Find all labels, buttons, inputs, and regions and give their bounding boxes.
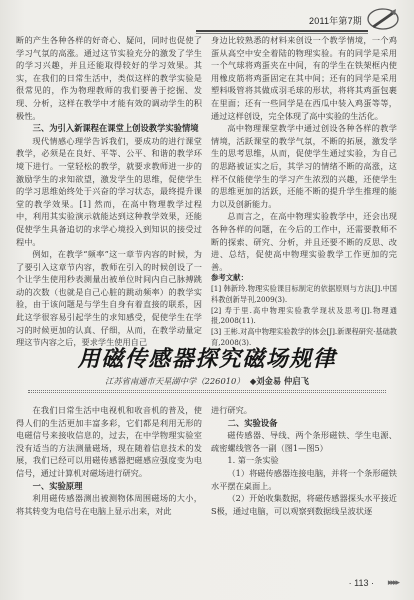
references-title: 参考文献：: [211, 273, 248, 283]
byline-rule: [28, 390, 386, 393]
page-number: · 113 ·: [348, 578, 374, 588]
section-heading: 三、为引入新课程在课堂上创设教学实验情境: [32, 123, 199, 134]
paragraph: 现代情感心理学告诉我们，要成功的进行课堂教学，必须是在良好、平等、公平、和谐的教学环境下进行。一堂轻松的教学，就要求教师进一步的激励学生的求知欲望，激发学生的思维，促使学生的学习思维始终处于兴奋的学习状态，最终提升课堂的教学效果。[1] 然而，在高中物理教学过程中，利用其实验演示就能达到这种教学效果，还能促使学生具备追切的求学心境投入到知识的接受过程中。: [16, 135, 202, 247]
paragraph: 总而言之，在高中物理实验教学中，还会出现各种各样的问题，在今后的工作中，还需要教师不断的探索、研究、分析，并且还要不断的反思、改进、总结，促使高中物理实验教学工作更加的完善。: [211, 211, 397, 272]
article-title: 用磁传感器探究磁场规律: [77, 347, 337, 372]
previous-article-right-column: [211, 34, 397, 348]
paragraph: 磁传感器、导线、两个条形磁铁、学生电源、疏密螺线管各一副（图1—图5）: [211, 430, 397, 453]
paragraph: 身边比较熟悉的材料来创设一个教学情境，一个鸡蛋从高空中安全着陆的物理实验。有的同学是采用一个气球将鸡蛋夹在中间，有的学生在铁架框内使用橡皮筋将鸡蛋固定在其中间；还有的同学是采用塑料吸管将其做成羽毛球的形状，将将其鸡蛋包裹在里面；还有一些同学是在西瓜中装入鸡蛋等等，通过这样创设，完全体现了高中实验的生活化。: [211, 35, 397, 121]
issue-label: 2011年第7期: [309, 16, 362, 26]
article-left-column: [16, 404, 202, 580]
article-title-block: [16, 342, 398, 400]
authors: ◆刘金易 仲启飞: [249, 376, 309, 386]
section-heading: 一、实验原理: [32, 480, 83, 491]
paragraph: 在我们日常生活中电视机和收音机的普及，使得人们的生活更加丰富多彩，它们都是利用无形的电磁信号来接收信息的，过去，在中学物理实验室没有适当的方法测量磁场，现在随着信息技术的发展，我们已经可以用磁传感器把磁感应强度变为电信号，通过计算机对磁场进行研究。: [16, 405, 202, 478]
article-right-column: [211, 404, 397, 580]
reference-item: [1] 韩新玲.物理实验课目标制定的依据原则与方法[J].中国科教创新导刊,2009(3).: [211, 284, 397, 304]
paragraph: 高中物理课堂教学中通过创设各种各样的教学情境，活跃课堂的教学气氛，不断的拓展，激发学生的思考思维，从而，促使学生通过实验，为自己的思路被证实之后，其学习的情绪不断的高涨，这样不仅能使学生的学习产生浓烈的兴趣，还使学生的思维更加的活跃，还能不断的提升学生推理的能力以及创新能力。: [211, 123, 397, 209]
paragraph: （2）开始收集数据，将磁传感器探头水平接近S极，通过电脑，可以观察到数据线呈波状逐: [211, 493, 397, 516]
paragraph: （1）将磁传感器连接电脑，并将一个条形磁铁水平摆在桌面上。: [211, 467, 397, 491]
previous-article-left-column: [16, 34, 202, 348]
pen-nib-icon: [366, 6, 400, 32]
paragraph: 进行研究。: [211, 405, 252, 415]
paragraph: 断的产生各种各样的好奇心、疑问，同时也促使了学习气氛的高涨。通过这节实验充分的激发了学生的学习兴趣，并且还能取得较好的学习效果。其实，在我们的日常生活中，类似这样的教学实验是很常见的，作为物理教师的我们要善于挖掘、发现、分析，这样在教学中才能有效的调动学生的积极性。: [16, 35, 202, 121]
paragraph: 例如，在教学“频率”这一章节内容的时候，为了要引入这章节内容，教师在引入的时候创设了一个让学生使用秒表测量出被单位时间内自己脉搏跳动的次数（也就是自己心脏的跳动频率）的教学实验，由于该问题是与学生自身有着直接的联系，因此这学很容易引起学生的求知感受，促使学生在学习的时候更加的认真、仔细，从而，在教学动量定理这节内容之后，要求学生使用自己: [16, 249, 202, 348]
byline: [16, 375, 398, 387]
reference-item: [2] 寿于里.高中物理实验教学现状及思考[J].物理通报,2008(11).: [211, 305, 397, 326]
arrow-icon: ▸▸▸▸: [387, 578, 398, 588]
affiliation: 江苏省南通市天星湖中学（226010）: [105, 376, 245, 386]
reference-item: [3] 王彬.对高中物理实验教学的体会[J].新课程研究·基础教育,2008(3).: [211, 327, 397, 348]
references: [211, 273, 397, 349]
paragraph: 利用磁传感器测出被测物体周围磁场的大小，将其转变为电信号在电脑上显示出来，对此: [16, 493, 202, 516]
subsection-heading: 1. 第一条实验: [227, 455, 279, 466]
section-heading: 二、实验设备: [227, 417, 278, 428]
